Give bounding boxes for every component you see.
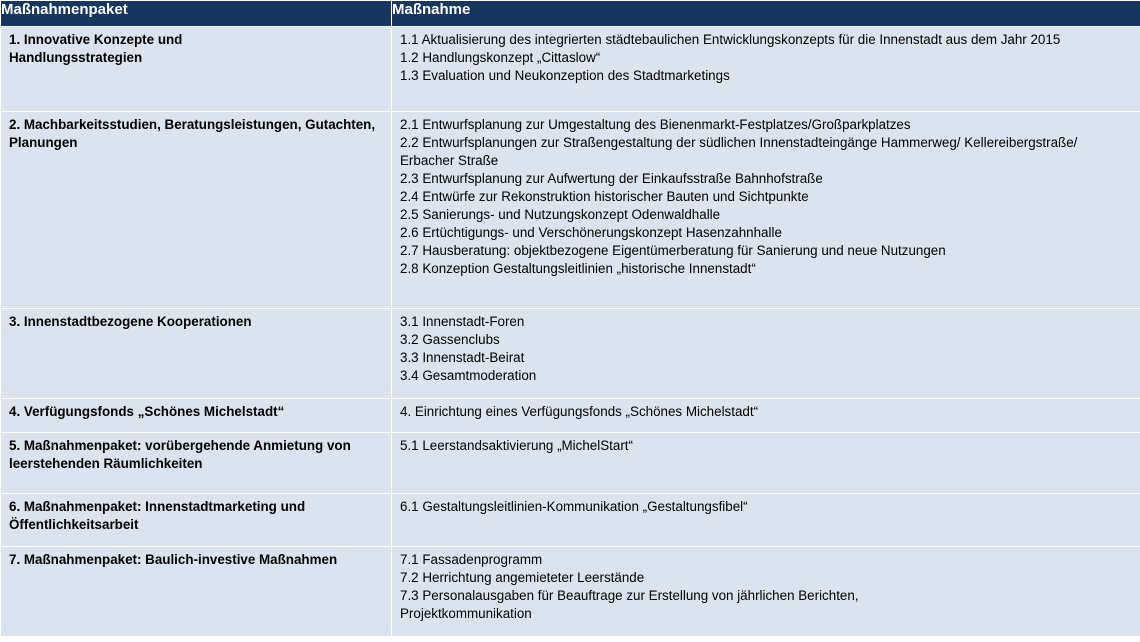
package-cell [1,433,392,494]
measure-item: 2.6 Ertüchtigungs- und Verschönerungskonzept Hasenzahnhalle [400,225,782,240]
measure-cell [392,27,1140,112]
package-label: 7. Maßnahmenpaket: Baulich-investive Maßnahmen [9,552,338,567]
measure-cell [392,309,1140,399]
measure-item: 2.8 Konzeption Gestaltungsleitlinien „historische Innenstadt“ [400,261,756,276]
package-label: 1. Innovative Konzepte und Handlungsstrategien [9,32,183,65]
measure-item: 1.1 Aktualisierung des integrierten städtebaulichen Entwicklungskonzepts für die Innenstadt aus dem Jahr 2015 [400,32,1061,47]
package-label: 4. Verfügungsfonds „Schönes Michelstadt“ [9,404,285,419]
measure-item: 2.7 Hausberatung: objektbezogene Eigentümerberatung für Sanierung und neue Nutzungen [400,243,946,258]
table-row [1,309,1140,399]
package-label: 2. Machbarkeitsstudien, Beratungsleistungen, Gutachten, Planungen [9,117,376,150]
measure-item: 3.1 Innenstadt-Foren [400,314,525,329]
measure-item: 2.5 Sanierungs- und Nutzungskonzept Odenwaldhalle [400,207,721,222]
measure-item: 3.2 Gassenclubs [400,332,500,347]
measure-cell [392,494,1140,547]
table-row [1,27,1140,112]
measure-cell [392,399,1140,433]
package-cell [1,309,392,399]
measure-item: 3.3 Innenstadt-Beirat [400,350,525,365]
measure-item: 2.2 Entwurfsplanungen zur Straßengestaltung der südlichen Innenstadteingänge Hammerweg/ Kellereibergstraße/ Erbacher Straße [400,135,1078,168]
table-row [1,399,1140,433]
package-cell [1,112,392,309]
package-cell [1,547,392,637]
package-cell [1,27,392,112]
package-label: 6. Maßnahmenpaket: Innenstadtmarketing und Öffentlichkeitsarbeit [9,499,306,532]
header-row [1,1,1140,27]
package-label: 3. Innenstadtbezogene Kooperationen [9,314,252,329]
table-row [1,494,1140,547]
measure-item: 1.3 Evaluation und Neukonzeption des Stadtmarketings [400,68,730,83]
measure-item: 7.2 Herrichtung angemieteter Leerstände [400,570,645,585]
measure-item: 7.1 Fassadenprogramm [400,552,543,567]
measure-item: 7.3 Personalausgaben für Beauftrage zur Erstellung von jährlichen Berichten, Projektkommunikation [400,588,859,621]
measure-cell [392,112,1140,309]
package-cell [1,494,392,547]
measure-item: 2.4 Entwürfe zur Rekonstruktion historischer Bauten und Sichtpunkte [400,189,809,204]
measure-item: 1.2 Handlungskonzept „Cittaslow“ [400,50,601,65]
table-row [1,547,1140,637]
header-package: Maßnahmenpaket [1,1,392,27]
measure-cell [392,433,1140,494]
header-measure: Maßnahme [392,1,1140,27]
measure-item: 2.3 Entwurfsplanung zur Aufwertung der Einkaufsstraße Bahnhofstraße [400,171,823,186]
measure-cell [392,547,1140,637]
table-row [1,433,1140,494]
measure-item: 6.1 Gestaltungsleitlinien-Kommunikation „Gestaltungsfibel“ [400,499,748,514]
measure-item: 3.4 Gesamtmoderation [400,368,537,383]
measure-item: 5.1 Leerstandsaktivierung „MichelStart“ [400,438,633,453]
measure-item: 4. Einrichtung eines Verfügungsfonds „Schönes Michelstadt“ [400,404,759,419]
package-cell [1,399,392,433]
table-row [1,112,1140,309]
package-label: 5. Maßnahmenpaket: vorübergehende Anmietung von leerstehenden Räumlichkeiten [9,438,351,471]
measure-item: 2.1 Entwurfsplanung zur Umgestaltung des Bienenmarkt-Festplatzes/Großparkplatzes [400,117,911,132]
